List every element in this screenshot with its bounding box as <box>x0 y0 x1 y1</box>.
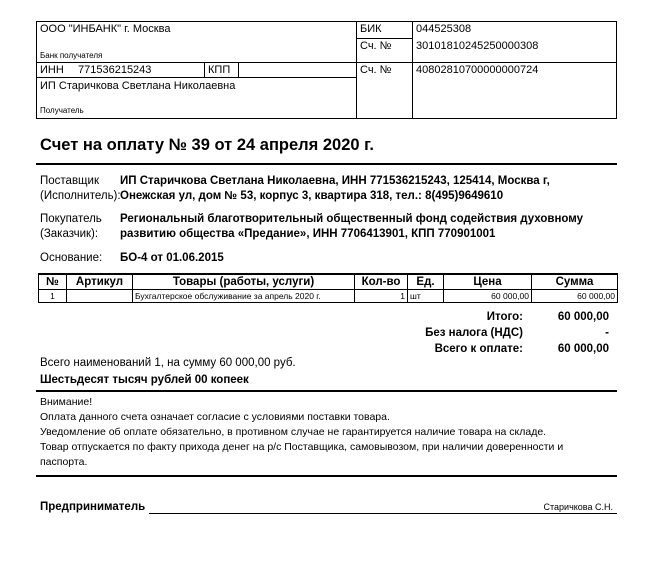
basis-value: БО-4 от 01.06.2015 <box>120 252 224 264</box>
supplier-label <box>40 174 121 204</box>
supplier-details <box>120 174 550 204</box>
supplier-line-2: Онежская ул, дом № 53, корпус 3, квартира 318, тел.: 8(495)9649610 <box>120 190 504 202</box>
inn-value: 771536215243 <box>78 64 152 76</box>
row-sum: 60 000,00 <box>532 290 618 303</box>
notes-line-3: Товар отпускается по факту прихода денег на р/с Поставщика, самовывозом, при наличии доверенности и <box>40 441 564 453</box>
supplier-label-line-1: Поставщик <box>40 175 99 187</box>
account-label: Сч. № <box>360 64 392 76</box>
supplier-label-line-2: (Исполнитель): <box>40 190 121 202</box>
col-header-price: Цена <box>444 274 532 290</box>
kpp-label: КПП <box>208 64 231 76</box>
account-value: 40802810700000000724 <box>416 64 539 76</box>
notes-line-2: Уведомление об оплате обязательно, в противном случае не гарантируется наличие товара на складе. <box>40 426 547 438</box>
corr-account-value: 30101810245250000308 <box>416 40 539 52</box>
supplier-line-1: ИП Старичкова Светлана Николаевна, ИНН 771536215243, 125414, Москва г, <box>120 175 550 187</box>
amount-in-words: Шестьдесят тысяч рублей 00 копеек <box>40 374 249 386</box>
notes-attention: Внимание! <box>40 396 93 408</box>
col-header-unit: Ед. <box>408 274 444 290</box>
buyer-label-line-2: (Заказчик): <box>40 228 99 240</box>
vat-label: Без налога (НДС) <box>425 327 523 339</box>
row-number: 1 <box>39 290 67 303</box>
signature-line <box>149 513 617 514</box>
row-article <box>67 290 133 303</box>
table-row <box>39 290 618 303</box>
notes-block <box>40 395 563 470</box>
notes-divider <box>36 475 617 477</box>
recipient-bank-caption: Банк получателя <box>40 51 103 60</box>
buyer-label <box>40 212 102 242</box>
notes-line-1: Оплата данного счета означает согласие с условиями поставки товара. <box>40 411 390 423</box>
buyer-line-1: Региональный благотворительный общественный фонд содействия духовному <box>120 213 584 225</box>
table-header-row <box>39 274 618 290</box>
recipient-name: ИП Старичкова Светлана Николаевна <box>40 80 236 92</box>
invoice-title: Счет на оплату № 39 от 24 апреля 2020 г. <box>40 136 374 154</box>
recipient-caption: Получатель <box>40 106 84 115</box>
basis-label: Основание: <box>40 252 103 264</box>
total-label: Итого: <box>486 311 523 323</box>
col-header-sum: Сумма <box>532 274 618 290</box>
row-qty: 1 <box>355 290 408 303</box>
buyer-line-2: развитию общества «Предание», ИНН 7706413901, КПП 770901001 <box>120 228 496 240</box>
bik-label: БИК <box>360 23 382 35</box>
row-name: Бухгалтерское обслуживание за апрель 2020 г. <box>133 290 355 303</box>
buyer-details <box>120 212 583 242</box>
bik-value: 044525308 <box>416 23 472 35</box>
row-price: 60 000,00 <box>444 290 532 303</box>
inn-label: ИНН <box>40 64 64 76</box>
summary-divider <box>36 390 617 392</box>
col-header-number: № <box>39 274 67 290</box>
vat-value: - <box>605 327 609 339</box>
corr-account-label: Сч. № <box>360 40 392 52</box>
signature-label: Предприниматель <box>40 501 146 513</box>
buyer-label-line-1: Покупатель <box>40 213 102 225</box>
col-header-article: Артикул <box>67 274 133 290</box>
col-header-qty: Кол-во <box>355 274 408 290</box>
title-divider <box>36 163 617 165</box>
total-value: 60 000,00 <box>557 311 609 323</box>
signature-name: Старичкова С.Н. <box>543 502 613 512</box>
items-count-line: Всего наименований 1, на сумму 60 000,00 руб. <box>40 357 296 369</box>
col-header-name: Товары (работы, услуги) <box>133 274 355 290</box>
row-unit: шт <box>408 290 444 303</box>
items-table <box>38 273 618 303</box>
due-label: Всего к оплате: <box>434 343 523 355</box>
due-value: 60 000,00 <box>557 343 609 355</box>
recipient-bank-name: ООО "ИНБАНК" г. Москва <box>40 23 171 35</box>
notes-line-4: паспорта. <box>40 456 88 468</box>
